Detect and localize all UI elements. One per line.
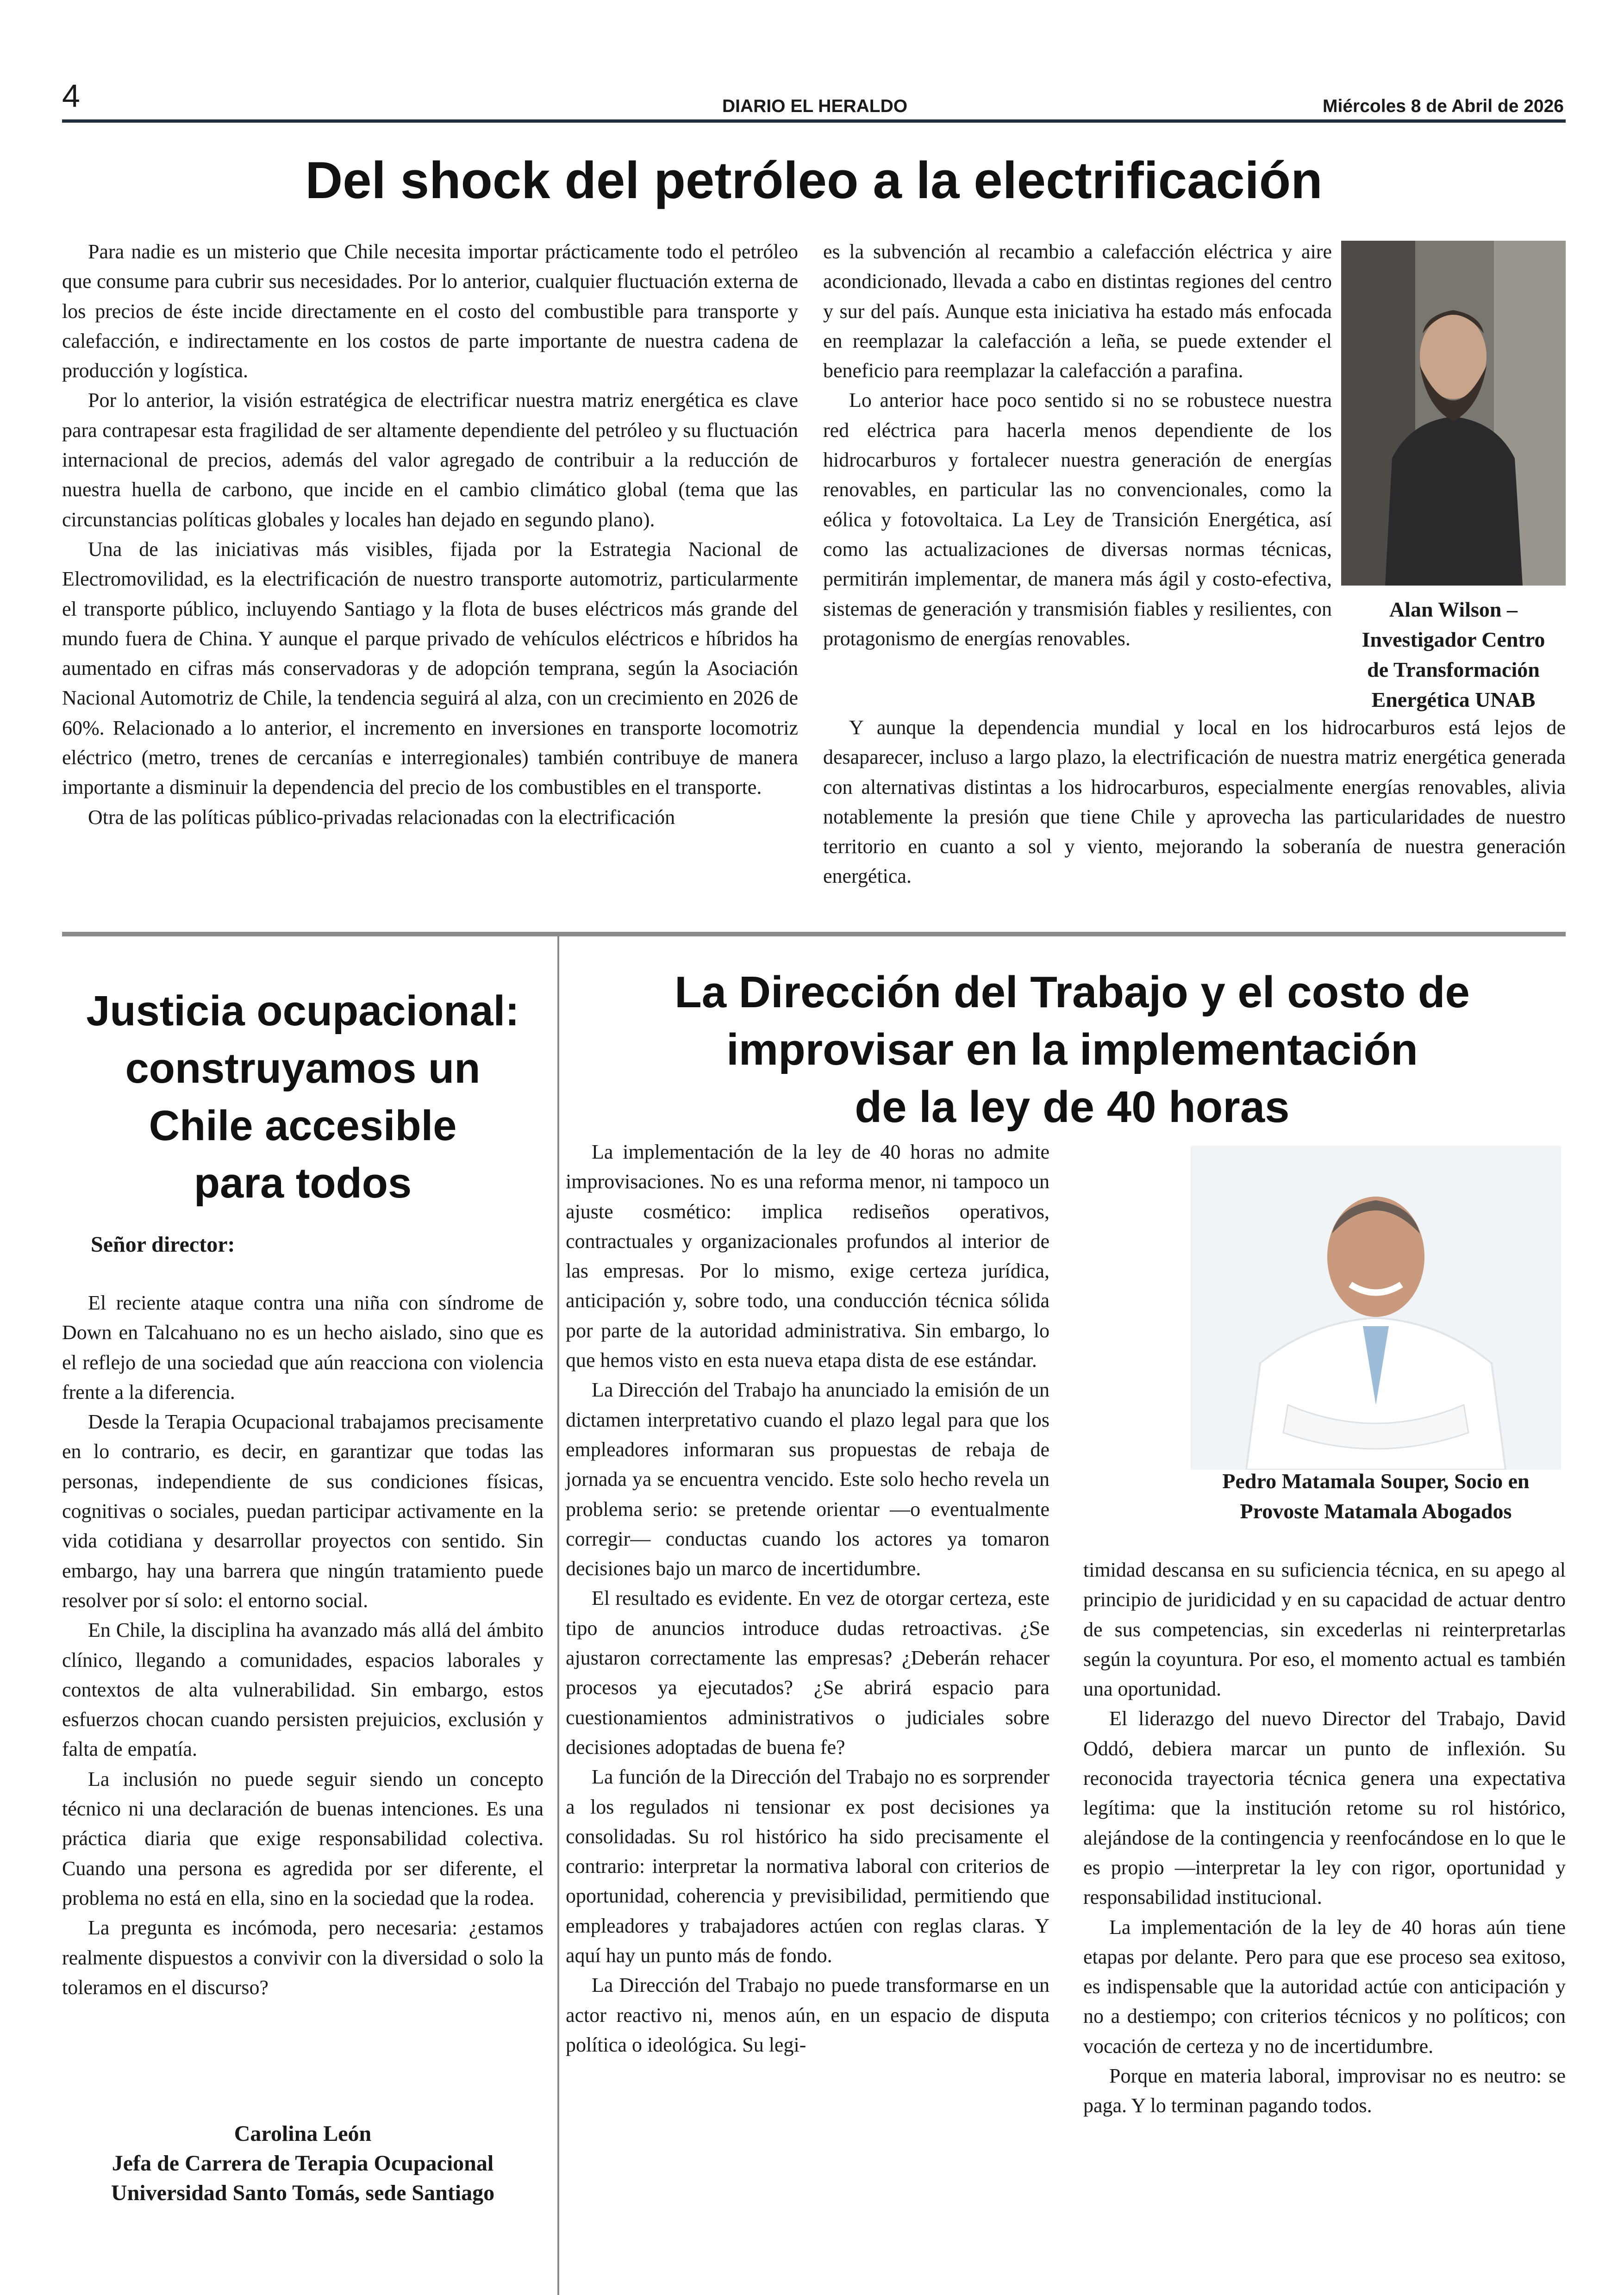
letter-salutation: Señor director: [91,1232,235,1257]
paragraph: Para nadie es un misterio que Chile necesita importar prácticamente todo el petróleo que consume para cubrir sus necesidades. Por lo anterior, cualquier fluctuación externa de los precios de éste incide directamente en el costo del combustible para transporte y calefacción, e indirectamente en los costos de parte importante de nuestra cadena de producción y logística. [62,240,798,382]
title-line: Justicia ocupacional: [86,987,519,1035]
photo-caption-matamala [1117,1466,1624,1526]
paragraph: El reciente ataque contra una niña con síndrome de Down en Talcahuano no es un hecho aislado, sino que es el reflejo de una sociedad que aún reacciona con violencia frente a la diferencia. [62,1291,543,1403]
paragraph: Y aunque la dependencia mundial y local en los hidrocarburos está lejos de desaparecer, incluso a largo plazo, la electrificación de nuestra matriz energética generada con alternativas distintas a los hidrocarburos, especialmente energías renovables, alivia notablemente la presión que tiene Chile y aprovecha las particularidades de nuestro territorio en cuanto a sol y viento, mejorando la soberanía de nuestra generación energética. [823,716,1566,888]
paragraph: La implementación de la ley de 40 horas no admite improvisaciones. No es una reforma menor, ni tampoco un ajuste cosmético: implica rediseños operativos, contractuales y organizacionales profundos al interior de las empresas. Por lo mismo, exige certeza jurídica, anticipación y, sobre todo, una conducción técnica sólida por parte de la autoridad administrativa. Sin embargo, lo que hemos visto en esta nueva etapa dista de ese estándar. [566,1141,1049,1372]
caption-line: Provoste Matamala Abogados [1240,1499,1512,1523]
issue-date: Miércoles 8 de Abril de 2026 [1323,96,1564,116]
article-labor-directorate-column-2 [1083,1555,1566,2121]
caption-line: Energética UNAB [1371,688,1536,711]
paragraph: El resultado es evidente. En vez de otorgar certeza, este tipo de anuncios introduce dudas retroactivas. ¿Se ajustaron correctamente las empresas? ¿Deberán rehacer procesos ya ejecutados? ¿Se abrirá espacio para cuestionamientos administrativos o judiciales sobre decisiones adoptadas de buena fe? [566,1587,1049,1759]
article-title-occupational-justice [62,982,543,1212]
portrait-man-bearded-icon [1341,241,1566,586]
photo-caption-wilson [1341,594,1566,715]
paragraph: La función de la Dirección del Trabajo no es sorprender a los regulados ni tensionar ex post decisiones ya consolidadas. Su rol histórico ha sido precisamente el contrario: interpretar la normativa laboral con criterios de oportunidad, coherencia y previsibilidad, permitiendo que empleadores y trabajadores actúen con reglas claras. Y aquí hay un punto más de fondo. [566,1765,1049,1967]
paragraph: La Dirección del Trabajo ha anunciado la emisión de un dictamen interpretativo cuando el plazo legal para que los empleadores informaran sus propuestas de rebaja de jornada ya se encuentra vencido. Este solo hecho revela un problema serio: se pretende orientar —o eventualmente corregir— conductas cuando los actores ya tomaron decisiones bajo un marco de incertidumbre. [566,1378,1049,1580]
portrait-man-smiling-icon [1191,1146,1561,1470]
signature-institution: Universidad Santo Tomás, sede Santiago [111,2181,495,2205]
paragraph: Por lo anterior, la visión estratégica de electrificar nuestra matriz energética es clave para contrapesar esta fragilidad de ser altamente dependiente del petróleo y su fluctuación internacional de precios, además del valor agregado de contribuir a la reducción de nuestra huella de carbono, que incide en el cambio climático global (tema que las circunstancias políticas globales y locales han dejado en segundo plano). [62,389,798,531]
article-occupational-justice-body [62,1288,543,2002]
title-line: de la ley de 40 horas [855,1082,1290,1132]
paragraph: La pregunta es incómoda, pero necesaria: ¿estamos realmente dispuestos a convivir con la diversidad o solo la toleramos en el discurso? [62,1916,543,1999]
author-photo-wilson [1341,241,1566,586]
article-electrification-column-1 [62,237,798,832]
newspaper-name: DIARIO EL HERALDO [722,96,908,116]
section-divider-vertical [557,936,559,2295]
paragraph: En Chile, la disciplina ha avanzado más allá del ámbito clínico, llegando a comunidades, espacios laborales y contextos de alta vulnerabilidad. Sin embargo, estos esfuerzos chocan cuando persisten prejuicios, exclusión y falta de empatía. [62,1619,543,1761]
article-title-electrification: Del shock del petróleo a la electrificación [305,151,1323,209]
article-electrification-column-3 [823,713,1566,892]
paragraph: timidad descansa en su suficiencia técnica, en su apego al principio de juridicidad y en su capacidad de actuar dentro de sus competencias, sin excederlas ni reinterpretarlas según la coyuntura. Por eso, el momento actual es también una oportunidad. [1083,1559,1566,1701]
paragraph: Lo anterior hace poco sentido si no se robustece nuestra red eléctrica para hacerla menos dependiente de los hidrocarburos y fortalecer nuestra generación de energías renovables, en particular las no convencionales, como la eólica y fotovoltaica. La Ley de Transición Energética, así como las actualizaciones de diversas normas técnicas, permitirán implementar, de manera más ágil y costo-efectiva, sistemas de generación y transmisión fiables y resilientes, con protagonismo de energías renovables. [823,389,1332,650]
paragraph: El liderazgo del nuevo Director del Trabajo, David Oddó, debiera marcar un punto de inflexión. Su reconocida trayectoria técnica genera una expectativa legítima: que la institución retome su rol histórico, alejándose de la contingencia y reenfocándose en lo que le es propio —interpretar la ley con rigor, oportunidad y responsabilidad institucional. [1083,1707,1566,1909]
title-line: para todos [194,1160,412,1207]
caption-line: Pedro Matamala Souper, Socio en [1222,1469,1530,1493]
title-line: Chile accesible [149,1102,457,1149]
signature-role: Jefa de Carrera de Terapia Ocupacional [112,2151,494,2176]
page-number: 4 [62,78,80,114]
caption-line: de Transformación [1367,658,1540,681]
paragraph: Porque en materia laboral, improvisar no es neutro: se paga. Y lo terminan pagando todos. [1083,2064,1566,2117]
letter-signature [62,2119,543,2208]
title-line: La Dirección del Trabajo y el costo de [675,967,1470,1017]
paragraph: Una de las iniciativas más visibles, fijada por la Estrategia Nacional de Electromovilidad, es la electrificación de nuestro transporte automotriz, particularmente el transporte público, incluyendo Santiago y la flota de buses eléctricos más grande del mundo fuera de China. Y aunque el parque privado de vehículos eléctricos e híbridos ha aumentado en cifras más conservadoras y de adopción temprana, según la Asociación Nacional Automotriz de Chile, la tendencia seguirá al alza, con un crecimiento en 2026 de 60%. Relacionado a lo anterior, el incremento en inversiones en transporte locomotriz eléctrico (metro, trenes de cercanías e interregionales) también contribuye de manera importante a disminuir la dependencia del precio de los combustibles en el transporte. [62,537,798,799]
paragraph: La inclusión no puede seguir siendo un concepto técnico ni una declaración de buenas intenciones. Es una práctica diaria que exige responsabilidad colectiva. Cuando una persona es agredida por ser diferente, el problema no está en ella, sino en la sociedad que la rodea. [62,1767,543,1909]
article-electrification-column-2 [823,237,1332,654]
signature-name: Carolina León [234,2121,372,2146]
section-divider-horizontal [62,932,1566,936]
caption-line: Alan Wilson – [1389,598,1518,621]
title-line: improvisar en la implementación [726,1025,1418,1074]
article-title-labor-directorate [579,964,1566,1136]
paragraph: Desde la Terapia Ocupacional trabajamos precisamente en lo contrario, es decir, en garantizar que todas las personas, independiente de sus condiciones físicas, cognitivas o sociales, puedan participar activamente en la vida cotidiana y desarrollar proyectos con sentido. Sin embargo, hay una barrera que ningún tratamiento puede resolver por sí solo: el entorno social. [62,1410,543,1612]
author-photo-matamala [1191,1146,1561,1470]
paragraph: La Dirección del Trabajo no puede transformarse en un actor reactivo ni, menos aún, en un espacio de disputa política o ideológica. Su legi- [566,1974,1049,2056]
title-line: construyamos un [125,1045,481,1092]
article-labor-directorate-column-1 [566,1137,1049,2060]
paragraph: Otra de las políticas público-privadas relacionadas con la electrificación [88,805,675,829]
caption-line: Investigador Centro [1362,628,1545,651]
paragraph: La implementación de la ley de 40 horas aún tiene etapas por delante. Pero para que ese proceso sea exitoso, es indispensable que la autoridad actúe con anticipación y no a destiempo; con criterios técnicos y no políticos; con vocación de certeza y no de incertidumbre. [1083,1915,1566,2058]
paragraph: es la subvención al recambio a calefacción eléctrica y aire acondicionado, llevada a cabo en distintas regiones del centro y sur del país. Aunque esta iniciativa ha estado más enfocada en reemplazar la calefacción a leña, se puede extender el beneficio para reemplazar la calefacción a parafina. [823,240,1332,382]
header-rule [62,119,1566,123]
